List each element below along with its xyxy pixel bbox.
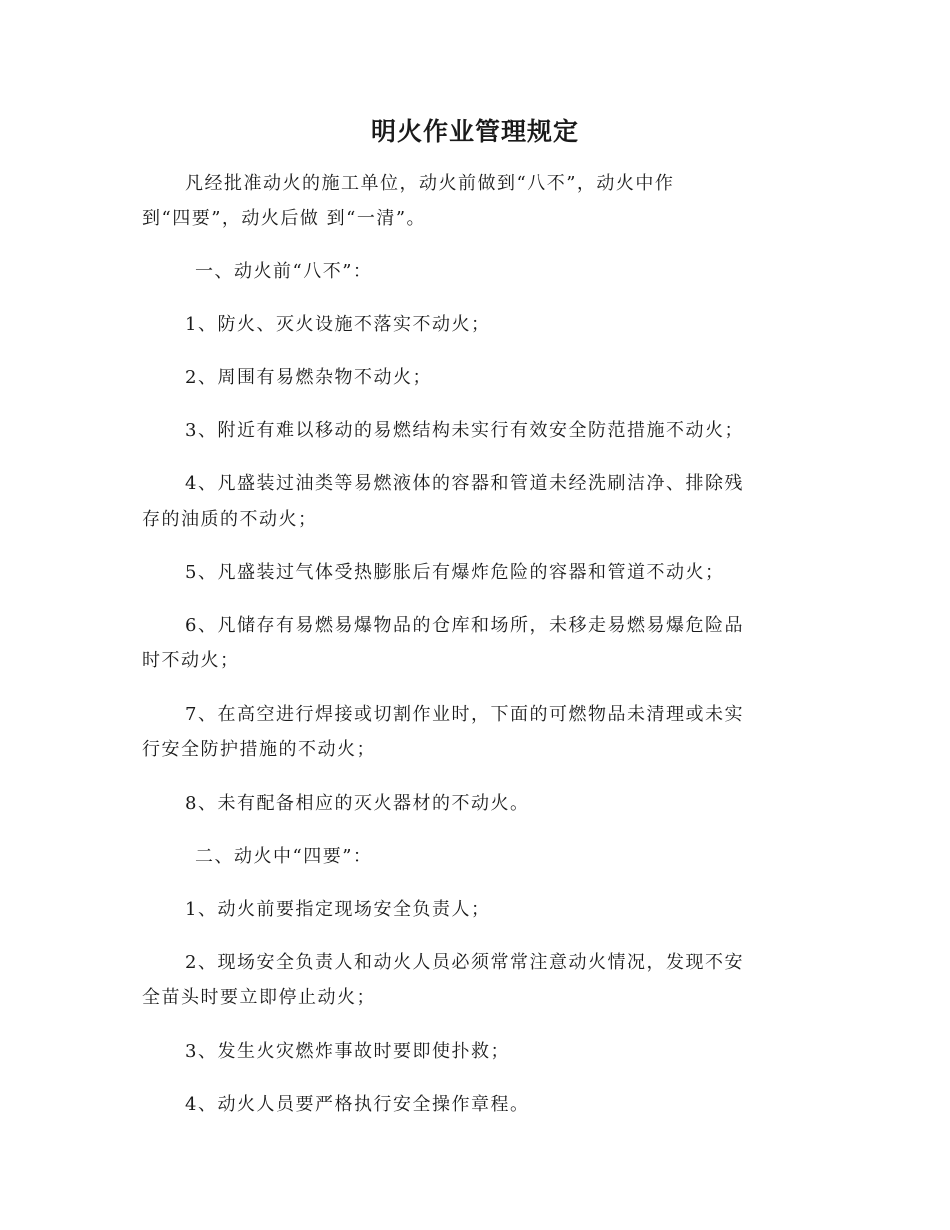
section1-item-4-line-1: 4、凡盛装过油类等易燃液体的容器和管道未经洗刷洁净、排除残 [185, 473, 744, 494]
section2-item-3: 3、发生火灾燃炸事故时要即使扑救； [185, 1041, 510, 1062]
intro-line-2: 到“四要”，动火后做 到“一清”。 [142, 208, 427, 229]
section1-heading: 一、动火前“八不”： [195, 261, 373, 282]
section1-item-1: 1、防火、灭火设施不落实不动火； [185, 314, 491, 335]
page-title: 明火作业管理规定 [370, 117, 579, 146]
section1-item-2: 2、周围有易燃杂物不动火； [185, 367, 432, 388]
section1-item-6-line-2: 时不动火； [142, 650, 240, 671]
section2-item-2-line-2: 全苗头时要立即停止动火； [142, 987, 376, 1008]
section1-item-5: 5、凡盛装过气体受热膨胀后有爆炸危险的容器和管道不动火； [185, 562, 725, 583]
section2-item-4: 4、动火人员要严格执行安全操作章程。 [185, 1094, 530, 1115]
section1-item-7-line-1: 7、在高空进行焊接或切割作业时，下面的可燃物品未清理或未实 [185, 704, 744, 725]
section2-heading: 二、动火中“四要”： [195, 846, 373, 867]
section1-item-4-line-2: 存的油质的不动火； [142, 509, 318, 530]
section1-item-3: 3、附近有难以移动的易燃结构未实行有效安全防范措施不动火； [185, 420, 744, 441]
section2-item-2-line-1: 2、现场安全负责人和动火人员必须常常注意动火情况，发现不安 [185, 952, 744, 973]
section1-item-6-line-1: 6、凡储存有易燃易爆物品的仓库和场所，未移走易燃易爆危险品 [185, 615, 744, 636]
section1-item-7-line-2: 行安全防护措施的不动火； [142, 739, 376, 760]
section2-item-1: 1、动火前要指定现场安全负责人； [185, 899, 491, 920]
section1-item-8: 8、未有配备相应的灭火器材的不动火。 [185, 793, 530, 814]
intro-line-1: 凡经批准动火的施工单位，动火前做到“八不”，动火中作 [185, 173, 675, 194]
